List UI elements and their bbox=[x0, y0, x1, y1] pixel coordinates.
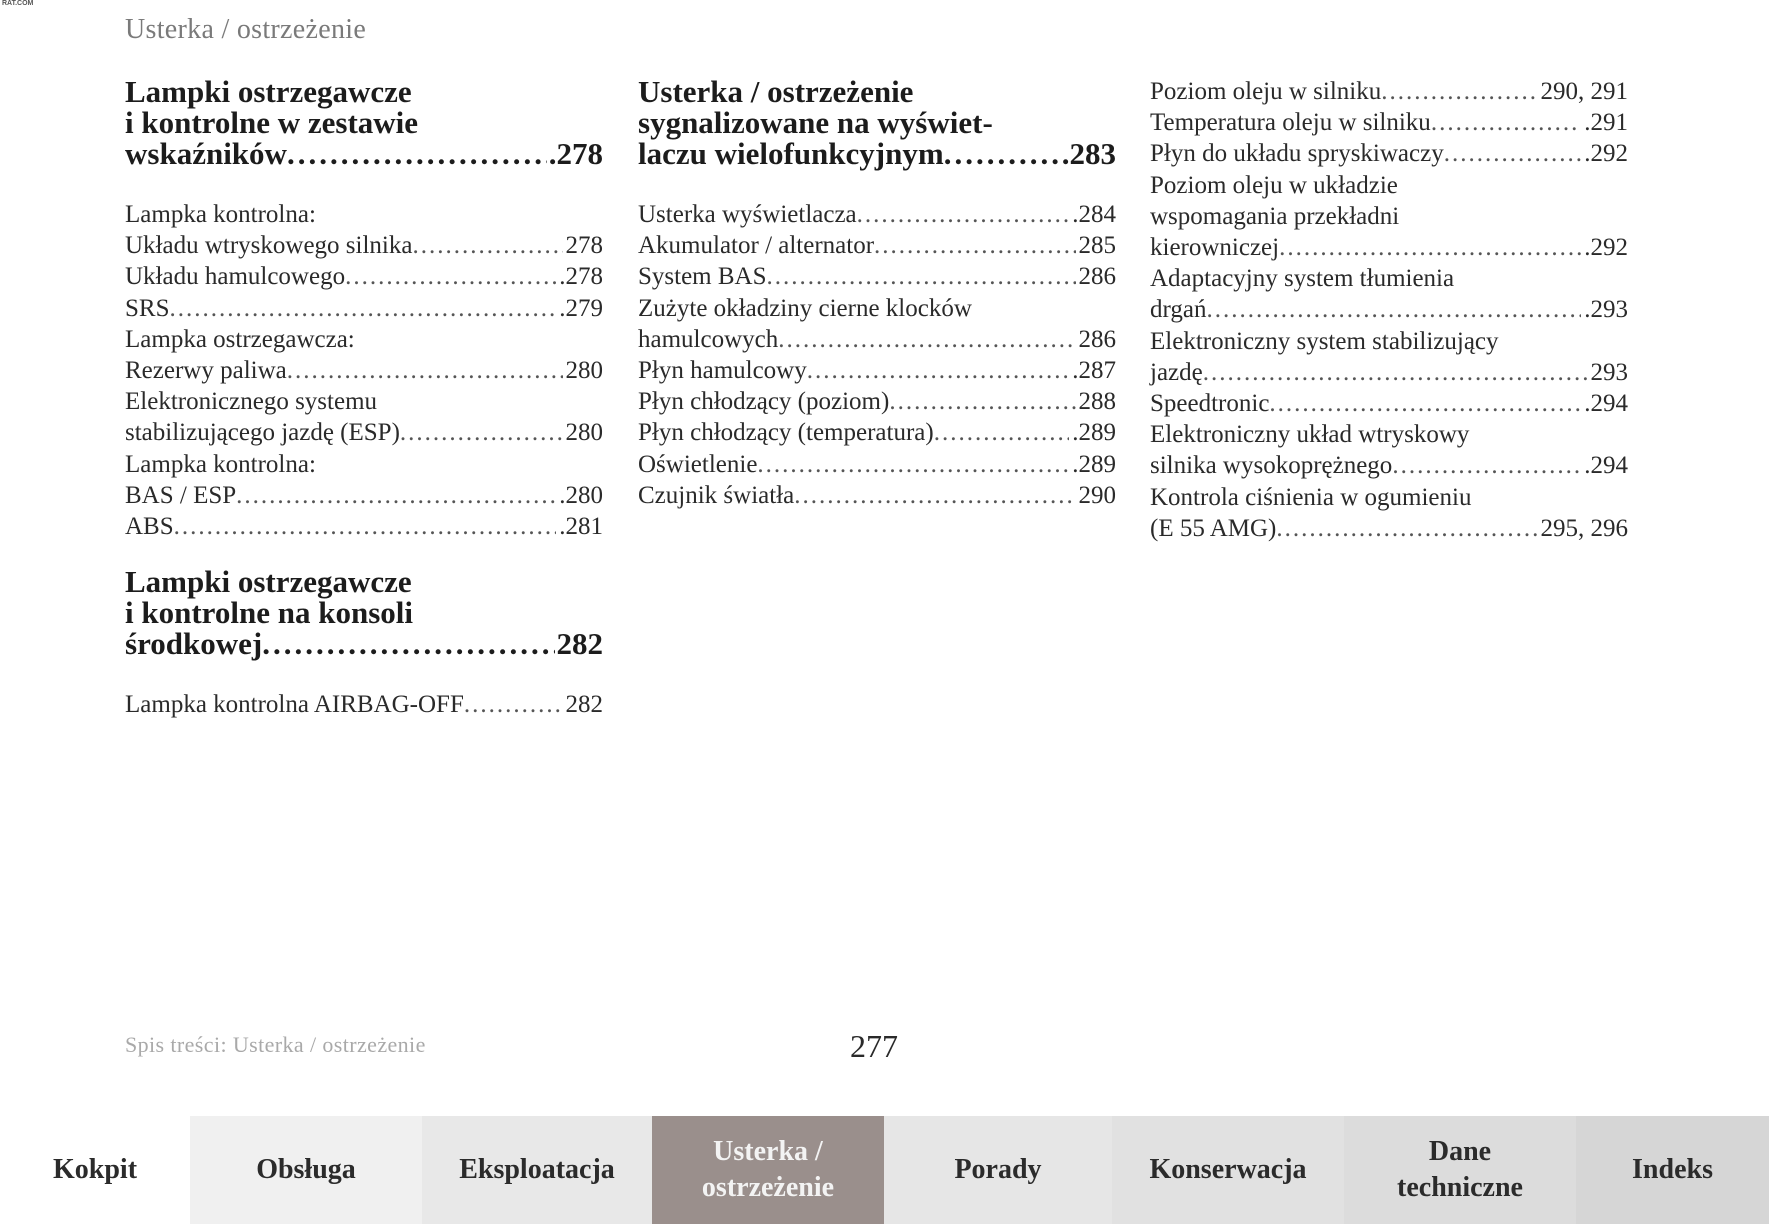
entry-page-number: .294 bbox=[1584, 452, 1628, 480]
dot-leader bbox=[889, 386, 1075, 417]
entry-text: Płyn chłodzący (poziom) bbox=[638, 388, 890, 416]
entry-text: Oświetlenie bbox=[638, 450, 758, 478]
entry-page-number: .294 bbox=[1584, 390, 1628, 418]
tab-label-line: techniczne bbox=[1397, 1172, 1523, 1203]
dot-leader bbox=[1381, 76, 1537, 107]
entry-text: Rezerwy paliwa bbox=[125, 357, 287, 385]
entry-page-number: .281 bbox=[559, 513, 603, 541]
entry-page-number: 285 bbox=[1078, 232, 1116, 260]
entry-last-line bbox=[638, 261, 1116, 292]
toc-entry[interactable] bbox=[125, 261, 603, 292]
entry-text: Speedtronic bbox=[1150, 390, 1270, 418]
entry-line: Poziom oleju w układzie bbox=[1150, 171, 1398, 199]
heading-last-line bbox=[638, 138, 1116, 169]
entry-last-line bbox=[125, 480, 603, 511]
toc-group-label bbox=[125, 449, 603, 480]
heading-line: sygnalizowane na wyświet- bbox=[638, 105, 993, 140]
entry-page-number: .289 bbox=[1072, 419, 1116, 447]
toc-entry[interactable] bbox=[638, 386, 1116, 417]
tab-label-line: Konserwacja bbox=[1149, 1154, 1307, 1185]
entry-line: Elektroniczny układ wtryskowy bbox=[1150, 421, 1470, 449]
entry-page-number: 282 bbox=[565, 691, 603, 719]
tab-label bbox=[1397, 1134, 1523, 1206]
entry-line: Elektroniczny system stabilizujący bbox=[1150, 327, 1499, 355]
toc-entry[interactable] bbox=[1150, 388, 1628, 419]
entry-line: Elektronicznego systemu bbox=[125, 388, 378, 416]
toc-entry[interactable] bbox=[125, 293, 603, 324]
heading-line: i kontrolne w zestawie bbox=[125, 105, 419, 140]
tab-label-line: Dane bbox=[1428, 1136, 1492, 1167]
entry-last-line bbox=[638, 199, 1116, 230]
dot-leader bbox=[934, 417, 1070, 448]
toc-entry[interactable] bbox=[638, 449, 1116, 480]
entry-text: kierowniczej bbox=[1150, 234, 1280, 262]
toc-entry[interactable] bbox=[1150, 107, 1628, 138]
toc-group-label bbox=[125, 324, 603, 355]
tab-usterka-ostrzeżenie[interactable] bbox=[652, 1116, 884, 1224]
tab-label-line: Eksploatacja bbox=[459, 1154, 615, 1185]
entry-text: silnika wysokoprężnego bbox=[1150, 452, 1393, 480]
entry-page-number: .287 bbox=[1072, 357, 1116, 385]
heading-line: i kontrolne na konsoli bbox=[125, 595, 413, 631]
entry-last-line bbox=[125, 293, 603, 324]
entry-text: Czujnik światła bbox=[638, 481, 795, 509]
entry-last-line bbox=[1150, 450, 1628, 481]
tab-label bbox=[53, 1152, 137, 1188]
tab-label bbox=[459, 1152, 615, 1188]
entry-line: Kontrola ciśnienia w ogumieniu bbox=[1150, 483, 1472, 511]
toc-entry[interactable] bbox=[638, 199, 1116, 230]
tab-label bbox=[1632, 1152, 1713, 1188]
heading-page-number: .283 bbox=[1061, 136, 1116, 171]
entry-page-number: 286 bbox=[1078, 263, 1116, 291]
chapter-tab-bar bbox=[0, 1116, 1769, 1224]
entry-text: Lampka kontrolna AIRBAG-OFF bbox=[125, 691, 464, 719]
entry-text: Płyn do układu spryskiwaczy bbox=[1150, 140, 1444, 168]
section-heading[interactable] bbox=[125, 564, 603, 662]
entry-text: Poziom oleju w silniku bbox=[1150, 78, 1382, 105]
section-heading[interactable] bbox=[125, 76, 603, 169]
entry-text: BAS / ESP bbox=[125, 481, 237, 509]
dot-leader bbox=[174, 511, 557, 542]
heading-text: wskaźników bbox=[125, 136, 287, 171]
toc-entry[interactable] bbox=[1150, 326, 1628, 388]
entry-text: drgań bbox=[1150, 296, 1207, 324]
tab-label bbox=[256, 1152, 356, 1188]
toc-column-2 bbox=[638, 76, 1116, 511]
entry-page-number: 280 bbox=[565, 357, 603, 385]
tab-label-line: Obsługa bbox=[256, 1154, 356, 1185]
dot-leader bbox=[1206, 294, 1581, 325]
dot-leader bbox=[807, 355, 1070, 386]
heading-line: Lampki ostrzegawcze bbox=[125, 74, 412, 109]
entry-page-number: .280 bbox=[559, 481, 603, 509]
entry-page-number: .284 bbox=[1072, 201, 1116, 228]
dot-leader bbox=[287, 138, 547, 169]
entry-last-line bbox=[638, 417, 1116, 448]
entry-text: SRS bbox=[125, 294, 170, 322]
entry-last-line bbox=[125, 511, 603, 542]
entry-last-line bbox=[638, 355, 1116, 386]
dot-leader bbox=[262, 628, 554, 659]
heading-page-number: 282 bbox=[556, 626, 603, 662]
page-number: 277 bbox=[850, 1028, 898, 1064]
heading-text: środkowej bbox=[125, 626, 263, 662]
entry-last-line bbox=[125, 261, 603, 292]
entry-text: Płyn chłodzący (temperatura) bbox=[638, 419, 934, 447]
entry-page-number: .278 bbox=[559, 263, 603, 291]
entry-list bbox=[638, 199, 1116, 511]
entry-line: Adaptacyjny system tłumienia bbox=[1150, 265, 1455, 293]
entry-page-number: 290, 291 bbox=[1540, 78, 1628, 105]
dot-leader bbox=[778, 324, 1075, 355]
dot-leader bbox=[1276, 513, 1537, 544]
entry-page-number: 290 bbox=[1078, 481, 1116, 509]
tab-label bbox=[702, 1134, 834, 1206]
dot-leader bbox=[1392, 450, 1581, 481]
dot-leader bbox=[1444, 138, 1582, 169]
entry-last-line bbox=[1150, 357, 1628, 388]
entry-last-line bbox=[638, 386, 1116, 417]
toc-column-3 bbox=[1150, 76, 1628, 544]
toc-entry[interactable] bbox=[638, 355, 1116, 386]
toc-entry[interactable] bbox=[125, 689, 603, 720]
entry-text: hamulcowych bbox=[638, 325, 779, 353]
toc-entry[interactable] bbox=[125, 355, 603, 386]
toc-entry[interactable] bbox=[1150, 76, 1628, 107]
entry-last-line bbox=[125, 355, 603, 386]
footer-contents-label: Spis treści: Usterka / ostrzeżenie bbox=[125, 1032, 426, 1057]
toc-entry[interactable] bbox=[1150, 170, 1628, 264]
toc-column-1 bbox=[125, 76, 603, 720]
toc-entry[interactable] bbox=[125, 511, 603, 542]
dot-leader bbox=[287, 355, 563, 386]
entry-last-line bbox=[1150, 388, 1628, 419]
dot-leader bbox=[767, 261, 1076, 292]
entry-page-number: 286 bbox=[1078, 325, 1116, 353]
tab-label-line: Indeks bbox=[1632, 1154, 1713, 1185]
dot-leader bbox=[412, 230, 562, 261]
dot-leader bbox=[400, 417, 563, 448]
entry-line: wspomagania przekładni bbox=[1150, 202, 1400, 230]
toc-entry[interactable] bbox=[638, 230, 1116, 261]
toc-entry[interactable] bbox=[638, 417, 1116, 448]
entry-text: ABS bbox=[125, 513, 174, 541]
entry-text: Temperatura oleju w silniku bbox=[1150, 109, 1431, 137]
dot-leader bbox=[757, 449, 1069, 480]
entry-last-line bbox=[125, 230, 603, 261]
entry-last-line bbox=[1150, 294, 1628, 325]
entry-last-line bbox=[1150, 107, 1628, 138]
entry-page-number: 278 bbox=[565, 232, 603, 260]
dot-leader bbox=[1269, 388, 1581, 419]
entry-last-line bbox=[638, 449, 1116, 480]
toc-entry[interactable] bbox=[638, 261, 1116, 292]
entry-text: Płyn hamulcowy bbox=[638, 357, 807, 385]
toc-entry[interactable] bbox=[125, 386, 603, 448]
entry-last-line bbox=[638, 480, 1116, 511]
toc-entry[interactable] bbox=[1150, 419, 1628, 481]
toc-entry[interactable] bbox=[638, 293, 1116, 355]
entry-page-number: 288 bbox=[1078, 388, 1116, 416]
tab-label-line: Kokpit bbox=[52, 1154, 138, 1185]
tab-label-line: ostrzeżenie bbox=[701, 1172, 835, 1203]
entry-page-number: .291 bbox=[1584, 109, 1628, 137]
entry-line: Lampka kontrolna: bbox=[125, 450, 316, 478]
dot-leader bbox=[464, 689, 563, 720]
entry-page-number: .289 bbox=[1072, 450, 1116, 478]
dot-leader bbox=[794, 480, 1075, 511]
dot-leader bbox=[1203, 357, 1588, 388]
entry-page-number: .293 bbox=[1584, 296, 1628, 324]
tab-porady[interactable] bbox=[884, 1116, 1112, 1224]
watermark: RAT.COM bbox=[2, 0, 34, 7]
entry-text: System BAS bbox=[638, 263, 767, 291]
dot-leader bbox=[1431, 107, 1581, 138]
entry-last-line bbox=[638, 324, 1116, 355]
toc-entry[interactable] bbox=[1150, 263, 1628, 325]
tab-eksploatacja[interactable] bbox=[422, 1116, 652, 1224]
entry-list bbox=[125, 689, 603, 720]
entry-text: stabilizującego jazdę (ESP) bbox=[125, 419, 400, 447]
entry-last-line bbox=[125, 417, 603, 448]
section-gap bbox=[125, 542, 603, 566]
toc-group-label bbox=[125, 199, 603, 230]
running-head: Usterka / ostrzeżenie bbox=[125, 14, 367, 45]
entry-text: Usterka wyświetlacza bbox=[638, 201, 857, 228]
toc-entry[interactable] bbox=[638, 480, 1116, 511]
entry-page-number: .292 bbox=[1584, 140, 1628, 168]
entry-text: Układu hamulcowego bbox=[125, 263, 346, 291]
tab-label bbox=[1149, 1152, 1306, 1188]
tab-obsługa[interactable] bbox=[190, 1116, 422, 1224]
dot-leader bbox=[236, 480, 556, 511]
dot-leader bbox=[169, 293, 556, 324]
tab-kokpit[interactable] bbox=[0, 1116, 190, 1224]
entry-list bbox=[125, 199, 603, 542]
entry-page-number: .292 bbox=[1584, 234, 1628, 262]
heading-page-number: .278 bbox=[548, 136, 603, 171]
entry-line: Lampka ostrzegawcza: bbox=[125, 325, 355, 353]
tab-konserwacja[interactable] bbox=[1112, 1116, 1344, 1224]
entry-page-number: .279 bbox=[559, 294, 603, 322]
tab-dane-techniczne[interactable] bbox=[1344, 1116, 1576, 1224]
entry-line: Lampka kontrolna: bbox=[125, 201, 316, 228]
entry-last-line bbox=[1150, 76, 1628, 107]
heading-line: Lampki ostrzegawcze bbox=[125, 564, 412, 600]
entry-last-line bbox=[1150, 232, 1628, 263]
tab-label-line: Porady bbox=[954, 1154, 1042, 1185]
entry-list bbox=[1150, 76, 1628, 544]
entry-last-line bbox=[1150, 513, 1628, 544]
entry-last-line bbox=[125, 689, 603, 720]
entry-line: Zużyte okładziny cierne klocków bbox=[638, 294, 972, 322]
dot-leader bbox=[944, 138, 1060, 169]
heading-line: Usterka / ostrzeżenie bbox=[638, 74, 914, 109]
dot-leader bbox=[1279, 232, 1581, 263]
dot-leader bbox=[874, 230, 1075, 261]
toc-entry[interactable] bbox=[125, 480, 603, 511]
dot-leader bbox=[345, 261, 556, 292]
section-heading[interactable] bbox=[638, 76, 1116, 169]
tab-label bbox=[954, 1152, 1041, 1188]
heading-last-line bbox=[125, 138, 603, 169]
tab-indeks[interactable] bbox=[1576, 1116, 1769, 1224]
toc-entry[interactable] bbox=[1150, 138, 1628, 169]
entry-text: Układu wtryskowego silnika bbox=[125, 232, 413, 260]
toc-entry[interactable] bbox=[1150, 482, 1628, 544]
entry-text: (E 55 AMG) bbox=[1150, 514, 1277, 542]
entry-text: Akumulator / alternator bbox=[638, 232, 875, 260]
entry-text: jazdę bbox=[1150, 358, 1203, 386]
tab-label-line: Usterka / bbox=[713, 1136, 823, 1167]
toc-entry[interactable] bbox=[125, 230, 603, 261]
entry-page-number: 280 bbox=[565, 419, 603, 447]
heading-text: laczu wielofunkcyjnym bbox=[638, 136, 944, 171]
dot-leader bbox=[857, 199, 1070, 230]
entry-last-line bbox=[1150, 138, 1628, 169]
heading-last-line bbox=[125, 626, 603, 662]
entry-page-number: 295, 296 bbox=[1540, 514, 1628, 542]
entry-page-number: 293 bbox=[1590, 358, 1628, 386]
entry-last-line bbox=[638, 230, 1116, 261]
